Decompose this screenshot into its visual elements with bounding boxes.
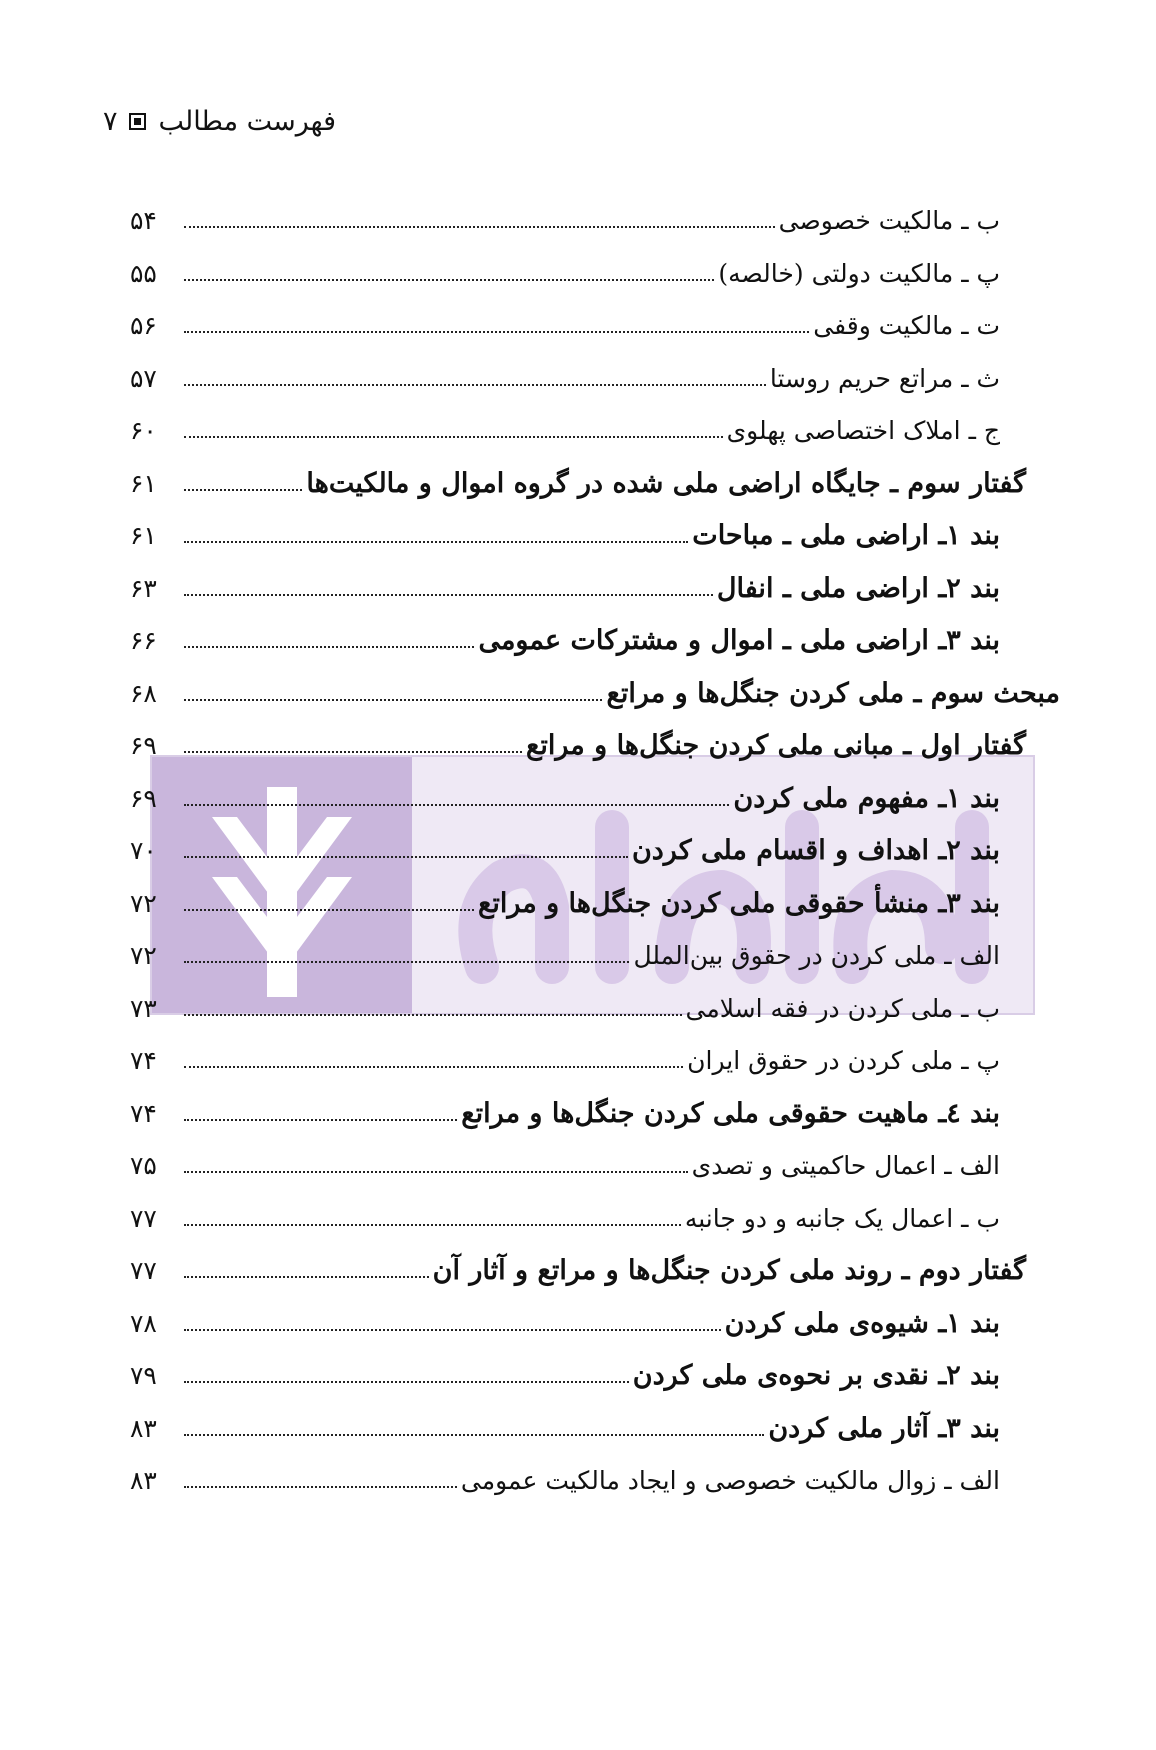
toc-entry-title: بند ۱ـ مفهوم ملی کردن bbox=[733, 782, 1000, 814]
toc-entry-page: ۶۱ bbox=[130, 468, 157, 498]
toc-entry[interactable] bbox=[130, 251, 1060, 291]
toc-entry[interactable] bbox=[130, 1406, 1060, 1446]
dot-leader bbox=[184, 1119, 457, 1121]
toc-entry-page: ۷۸ bbox=[130, 1308, 157, 1338]
toc-entry-title: ب ـ مالکیت خصوصی bbox=[778, 206, 1000, 235]
toc-entry[interactable] bbox=[130, 198, 1060, 238]
dot-leader bbox=[184, 856, 628, 858]
dot-leader bbox=[184, 1276, 429, 1278]
toc-entry[interactable] bbox=[130, 671, 1060, 711]
toc-entry-page: ۶۱ bbox=[130, 521, 157, 550]
dot-leader bbox=[184, 331, 809, 333]
toc-entry-page: ۶۸ bbox=[130, 678, 157, 708]
toc-entry-title: گفتار سوم ـ جایگاه اراضی ملی شده در گروه اموال و مالکیت‌ها bbox=[306, 467, 1026, 499]
toc-entry-title: گفتار اول ـ مبانی ملی کردن جنگل‌ها و مراتع bbox=[525, 730, 1026, 761]
toc-entry-page: ۷۲ bbox=[130, 888, 157, 918]
toc-entry[interactable] bbox=[130, 356, 1060, 396]
toc-entry-page: ۶۰ bbox=[130, 416, 157, 445]
toc-entry-title: الف ـ زوال مالکیت خصوصی و ایجاد مالکیت عمومی bbox=[460, 1466, 1000, 1495]
toc-entry-page: ۷۴ bbox=[130, 1098, 157, 1128]
dot-leader bbox=[184, 384, 766, 386]
dot-leader bbox=[184, 226, 775, 228]
toc-entry-page: ۸۳ bbox=[130, 1413, 157, 1443]
toc-entry-title: پ ـ مالکیت دولتی (خالصه) bbox=[718, 258, 1000, 288]
dot-leader bbox=[184, 1171, 688, 1173]
toc-entry[interactable] bbox=[130, 1248, 1060, 1288]
toc-entry[interactable] bbox=[130, 1038, 1060, 1078]
toc-entry-title: ث ـ مراتع حریم روستا bbox=[769, 363, 1000, 393]
dot-leader bbox=[184, 804, 729, 806]
toc-entry-title: پ ـ ملی کردن در حقوق ایران bbox=[687, 1046, 1000, 1075]
toc-entry-title: بند ۲ـ اهداف و اقسام ملی کردن bbox=[631, 835, 1000, 866]
toc-entry-title: بند ۱ـ اراضی ملی ـ مباحات bbox=[692, 520, 1000, 551]
toc-entry-title: بند ۳ـ آثار ملی کردن bbox=[768, 1412, 1000, 1444]
dot-leader bbox=[184, 1381, 629, 1383]
toc-entry[interactable] bbox=[130, 1301, 1060, 1341]
toc-entry[interactable] bbox=[130, 618, 1060, 658]
toc-entry-page: ۶۳ bbox=[130, 573, 157, 603]
toc-entry[interactable] bbox=[130, 723, 1060, 763]
toc-entry-title: مبحث سوم ـ ملی کردن جنگل‌ها و مراتع bbox=[606, 677, 1060, 709]
toc-entry-page: ۶۹ bbox=[130, 783, 157, 813]
toc-entry-page: ۵۷ bbox=[130, 363, 157, 393]
toc-entry-page: ۶۶ bbox=[130, 626, 157, 655]
dot-leader bbox=[184, 751, 522, 753]
toc-entry-title: الف ـ ملی کردن در حقوق بین‌الملل bbox=[633, 941, 1000, 970]
dot-leader bbox=[184, 1329, 721, 1331]
dot-leader bbox=[184, 961, 629, 963]
toc-entry[interactable] bbox=[130, 566, 1060, 606]
toc-entry-title: گفتار دوم ـ روند ملی کردن جنگل‌ها و مراتع و آثار آن bbox=[432, 1255, 1026, 1286]
toc-entry[interactable] bbox=[130, 1196, 1060, 1236]
dot-leader bbox=[184, 279, 714, 281]
toc-entry-title: بند ۲ـ اراضی ملی ـ انفال bbox=[716, 572, 1000, 604]
toc-entry[interactable] bbox=[130, 881, 1060, 921]
toc-entry-title: الف ـ اعمال حاکمیتی و تصدی bbox=[691, 1151, 1000, 1180]
header-title: فهرست مطالب bbox=[158, 106, 336, 137]
toc-entry-page: ۸۳ bbox=[130, 1466, 157, 1495]
toc-entry[interactable] bbox=[130, 513, 1060, 553]
dot-leader bbox=[184, 1066, 683, 1068]
toc-entry-title: بند ۳ـ اراضی ملی ـ اموال و مشترکات عمومی bbox=[478, 625, 1000, 656]
dot-leader bbox=[184, 1224, 681, 1226]
dot-leader bbox=[184, 909, 474, 911]
toc-entry-title: ب ـ اعمال یک جانبه و دو جانبه bbox=[684, 1203, 1000, 1233]
dot-leader bbox=[184, 1014, 682, 1016]
dot-leader bbox=[184, 594, 713, 596]
toc-entry[interactable] bbox=[130, 828, 1060, 868]
dot-leader bbox=[184, 436, 723, 438]
toc-entry-page: ۵۴ bbox=[130, 206, 157, 235]
toc-entry-page: ۷۷ bbox=[130, 1203, 157, 1233]
toc-entry-title: بند ۲ـ نقدی بر نحوه‌ی ملی کردن bbox=[632, 1360, 1000, 1391]
dot-leader bbox=[184, 699, 602, 701]
toc-entry-title: ب ـ ملی کردن در فقه اسلامی bbox=[685, 993, 1000, 1023]
toc-entry-page: ۷۹ bbox=[130, 1361, 157, 1390]
toc-entry-page: ۷۰ bbox=[130, 836, 157, 865]
toc-entry-title: ج ـ املاک اختصاصی پهلوی bbox=[726, 416, 1000, 445]
toc-entry[interactable] bbox=[130, 408, 1060, 448]
toc-entry-page: ۷۵ bbox=[130, 1151, 157, 1180]
dot-leader bbox=[184, 646, 474, 648]
square-bullet-icon bbox=[129, 113, 146, 130]
dot-leader bbox=[184, 1434, 764, 1436]
toc-entry-page: ۷۳ bbox=[130, 993, 157, 1023]
toc-entry-page: ۷۲ bbox=[130, 941, 157, 970]
toc-entry[interactable] bbox=[130, 933, 1060, 973]
page-header bbox=[103, 106, 336, 137]
toc-entry-page: ۷۴ bbox=[130, 1046, 157, 1075]
page-number: ۷ bbox=[102, 106, 118, 137]
toc-entry-title: ت ـ مالکیت وقفی bbox=[813, 311, 1000, 340]
toc-entry[interactable] bbox=[130, 303, 1060, 343]
toc-entry[interactable] bbox=[130, 986, 1060, 1026]
toc-entry-title: بند ۳ـ منشأ حقوقی ملی کردن جنگل‌ها و مراتع bbox=[477, 887, 1000, 919]
toc-entry-title: بند ٤ـ ماهیت حقوقی ملی کردن جنگل‌ها و مراتع bbox=[461, 1097, 1000, 1129]
toc-entry[interactable] bbox=[130, 1353, 1060, 1393]
dot-leader bbox=[184, 541, 688, 543]
toc-entry-page: ۷۷ bbox=[130, 1256, 157, 1285]
toc-entry[interactable] bbox=[130, 461, 1060, 501]
toc-entry[interactable] bbox=[130, 1458, 1060, 1498]
dot-leader bbox=[184, 489, 302, 491]
toc-entry-page: ۶۹ bbox=[130, 731, 157, 760]
dot-leader bbox=[184, 1486, 457, 1488]
toc-entry-page: ۵۶ bbox=[130, 311, 157, 340]
toc-entry[interactable] bbox=[130, 1091, 1060, 1131]
toc-entry[interactable] bbox=[130, 1143, 1060, 1183]
toc-entry-page: ۵۵ bbox=[130, 258, 157, 288]
toc-entry[interactable] bbox=[130, 776, 1060, 816]
toc-entry-title: بند ۱ـ شیوه‌ی ملی کردن bbox=[724, 1307, 1000, 1339]
